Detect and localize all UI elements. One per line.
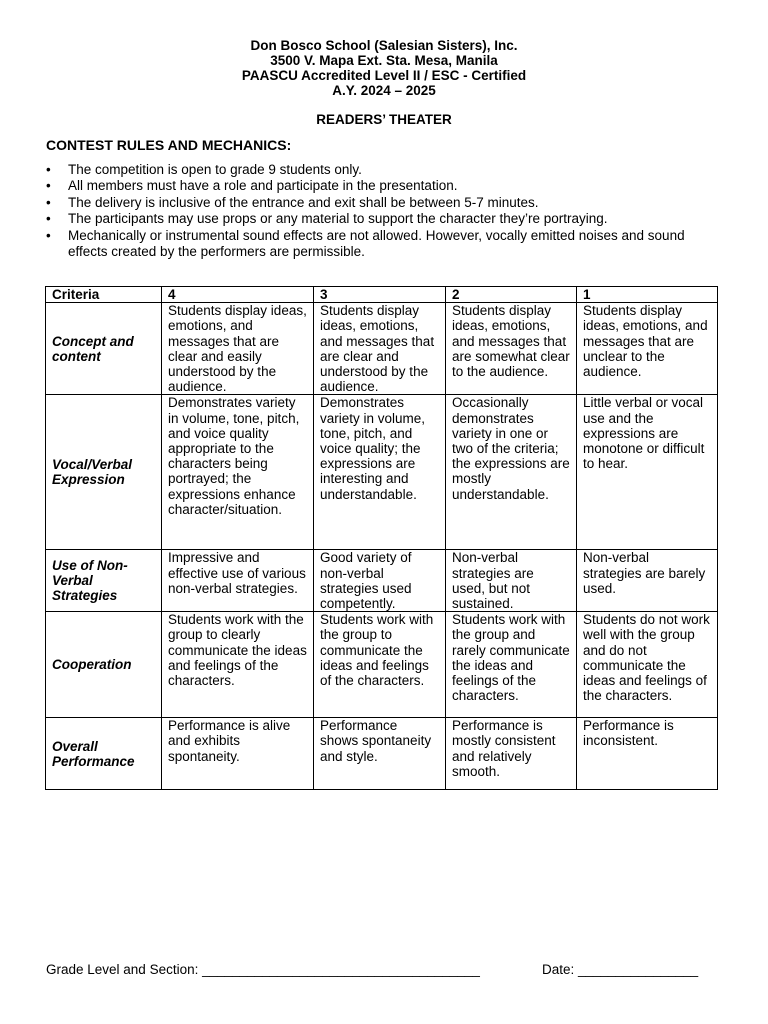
header-score-1: 1 bbox=[577, 287, 718, 303]
score-cell: Impressive and effective use of various non-verbal strategies. bbox=[162, 550, 314, 612]
rubric-table bbox=[45, 286, 718, 790]
score-cell: Students work with the group to clearly communicate the ideas and feelings of the characters. bbox=[162, 612, 314, 718]
table-row bbox=[46, 612, 718, 718]
header-criteria: Criteria bbox=[46, 287, 162, 303]
score-cell: Non-verbal strategies are barely used. bbox=[577, 550, 718, 612]
score-cell: Students display ideas, emotions, and messages that are clear and easily understood by the audience. bbox=[162, 303, 314, 395]
form-footer bbox=[46, 962, 726, 977]
criteria-cell: Use of Non-Verbal Strategies bbox=[46, 550, 162, 612]
bullet-icon: • bbox=[46, 178, 51, 194]
criteria-cell: Vocal/Verbal Expression bbox=[46, 395, 162, 550]
rule-item bbox=[46, 162, 726, 178]
rules-list bbox=[46, 162, 726, 260]
rule-item bbox=[46, 195, 726, 211]
rule-text: Mechanically or instrumental sound effects are not allowed. However, vocally emitted noises and sound effects created by the performers are permissible. bbox=[68, 227, 685, 260]
rule-item bbox=[46, 211, 726, 227]
score-cell: Demonstrates variety in volume, tone, pitch, and voice quality appropriate to the characters being portrayed; the expressions enhance character/situation. bbox=[162, 395, 314, 550]
table-row bbox=[46, 303, 718, 395]
score-cell: Little verbal or vocal use and the expressions are monotone or difficult to hear. bbox=[577, 395, 718, 550]
score-cell: Students display ideas, emotions, and messages that are unclear to the audience. bbox=[577, 303, 718, 395]
accreditation: PAASCU Accredited Level II / ESC - Certified bbox=[241, 68, 527, 83]
rule-item bbox=[46, 228, 726, 261]
table-header-row bbox=[46, 287, 718, 303]
score-cell: Performance shows spontaneity and style. bbox=[314, 718, 446, 790]
criteria-cell: Concept and content bbox=[46, 303, 162, 395]
rule-text: The delivery is inclusive of the entrance and exit shall be between 5-7 minutes. bbox=[68, 194, 539, 210]
score-cell: Performance is inconsistent. bbox=[577, 718, 718, 790]
grade-level-field: Grade Level and Section: _____________________________________ bbox=[46, 962, 480, 977]
score-cell: Non-verbal strategies are used, but not sustained. bbox=[446, 550, 577, 612]
table-row bbox=[46, 718, 718, 790]
rule-text: All members must have a role and participate in the presentation. bbox=[68, 178, 458, 194]
score-cell: Students display ideas, emotions, and messages that are somewhat clear to the audience. bbox=[446, 303, 577, 395]
header-score-4: 4 bbox=[162, 287, 314, 303]
score-cell: Performance is mostly consistent and relatively smooth. bbox=[446, 718, 577, 790]
rule-text: The competition is open to grade 9 students only. bbox=[68, 162, 362, 177]
criteria-cell: Cooperation bbox=[46, 612, 162, 718]
bullet-icon: • bbox=[46, 162, 51, 177]
table-row bbox=[46, 395, 718, 550]
score-cell: Students work with the group and rarely communicate the ideas and feelings of the characters. bbox=[446, 612, 577, 718]
score-cell: Students work with the group to communicate the ideas and feelings of the characters. bbox=[314, 612, 446, 718]
score-cell: Good variety of non-verbal strategies used competently. bbox=[314, 550, 446, 612]
score-cell: Students display ideas, emotions, and messages that are clear and understood by the audience. bbox=[314, 303, 446, 395]
academic-year: A.Y. 2024 – 2025 bbox=[332, 83, 436, 98]
document-title: READERS’ THEATER bbox=[316, 112, 452, 127]
rules-heading: CONTEST RULES AND MECHANICS: bbox=[46, 137, 292, 153]
table-row bbox=[46, 550, 718, 612]
date-field: Date: ________________ bbox=[542, 962, 699, 977]
bullet-icon: • bbox=[46, 194, 51, 210]
school-header bbox=[0, 38, 768, 98]
school-address: 3500 V. Mapa Ext. Sta. Mesa, Manila bbox=[270, 53, 498, 68]
bullet-icon: • bbox=[46, 227, 51, 243]
rule-text: The participants may use props or any material to support the character they’re portraying. bbox=[68, 211, 608, 227]
header-score-2: 2 bbox=[446, 287, 577, 303]
rule-item bbox=[46, 178, 726, 194]
score-cell: Students do not work well with the group and do not communicate the ideas and feelings of the characters. bbox=[577, 612, 718, 718]
school-name: Don Bosco School (Salesian Sisters), Inc. bbox=[250, 38, 518, 53]
score-cell: Performance is alive and exhibits spontaneity. bbox=[162, 718, 314, 790]
bullet-icon: • bbox=[46, 211, 51, 227]
score-cell: Demonstrates variety in volume, tone, pitch, and voice quality; the expressions are interesting and understandable. bbox=[314, 395, 446, 550]
score-cell: Occasionally demonstrates variety in one or two of the criteria; the expressions are mostly understandable. bbox=[446, 395, 577, 550]
criteria-cell: Overall Performance bbox=[46, 718, 162, 790]
header-score-3: 3 bbox=[314, 287, 446, 303]
